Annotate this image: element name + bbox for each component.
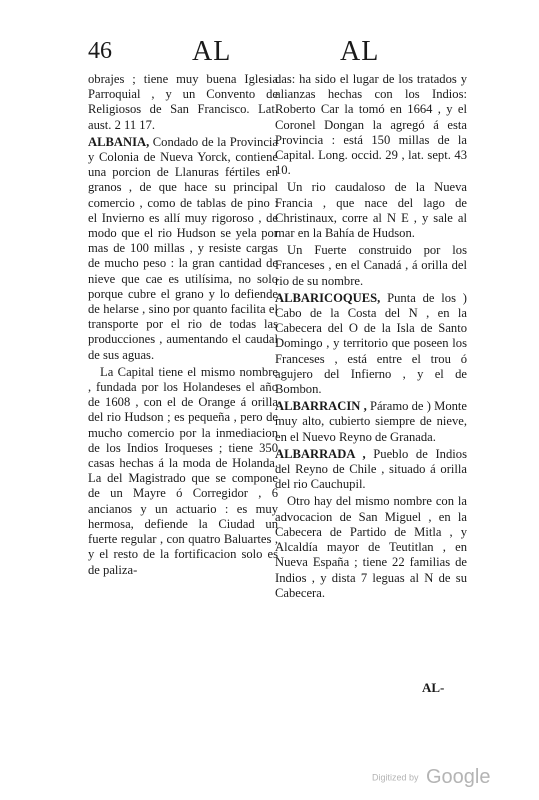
right-column bbox=[275, 72, 467, 603]
paragraph-continuation: das: ha sido el lugar de los tratados y alianzas hechas con los Indios: Roberto Car la tomó en 1664 , y el Coronel Dongan la agregó á esta Provincia : está 150 millas de la Capital. Long. occid. 29 , lat. sept. 43 10. bbox=[275, 72, 467, 178]
entry-albarracin bbox=[275, 399, 467, 445]
paragraph-fuerte: Un Fuerte construido por los Franceses , en el Canadá , á orilla del rio de su nombre. bbox=[275, 243, 467, 288]
entry-text: Punta de los ) Cabo de la Costa del N , en la Cabecera del O de la Isla de Santo Domingo , y territorio que poseen los Franceses , está entre el trou ó agujero del Infierno , y el de Bombon. bbox=[275, 290, 467, 397]
catchword: AL- bbox=[422, 680, 445, 695]
entry-albaricoques bbox=[275, 291, 467, 397]
entry-headword: ALBANIA, bbox=[88, 134, 150, 149]
digitized-label: Digitized by bbox=[372, 772, 419, 783]
paragraph-otro: Otro hay del mismo nombre con la advocacion de San Miguel , en la Cabecera de Partido de Mitla , y Alcaldía mayor de Teutitlan , en Nueva España ; tiene 22 familias de Indios , y dista 7 leguas al N de su Cabecera. bbox=[275, 494, 467, 600]
google-logo: Google bbox=[425, 766, 491, 788]
digitized-watermark bbox=[372, 766, 490, 789]
entry-text: Condado de la Provincia y Colonia de Nueva Yorck, contiene una porcion de Llanuras fértiles en granos , de que hace su principal comercio , como de tablas de pino : el Invierno es allí muy rigoroso , de modo que el rio Hudson se yela por mas de 100 millas , y resiste cargas de mucho peso : la gran cantidad de nieve que cae es utilísima, no solo porque cubre el grano y lo defiende de helarse , sino por quanto facilita el transporte por el rio de todas las producciones , aumentando el caudal de sus aguas. bbox=[88, 134, 278, 362]
page-number: 46 bbox=[88, 38, 112, 64]
entry-headword: ALBARRADA , bbox=[275, 446, 366, 461]
left-column bbox=[88, 72, 278, 580]
entry-headword: ALBARICOQUES, bbox=[275, 290, 381, 305]
paragraph-rio: Un rio caudaloso de la Nueva Francia , que nace del lago de Christinaux, corre al N E , y sale al mar en la Bahía de Hudson. bbox=[275, 180, 467, 241]
paragraph-capital: La Capital tiene el mismo nombre , fundada por los Holandeses el año de 1608 , con el de Orange á orilla del rio Hudson ; es pequeña , pero de mucho comercio por la inmediacion de los Indios Iroqueses ; tiene 350 casas hechas á la moda de Holanda. La del Magistrado que se compone de un Mayre ó Corregidor , 6 ancianos y un actuario : es muy hermosa, defiende la Ciudad un fuerte regular , con quatro Baluartes , y el resto de la fortificacion solo es de paliza- bbox=[88, 364, 278, 577]
page-header bbox=[88, 36, 470, 70]
paragraph-continuation: obrajes ; tiene muy buena Iglesia Parroquial , y un Convento de Religiosos de San Francisco. Lat. aust. 2 11 17. bbox=[88, 72, 278, 132]
entry-albania bbox=[88, 135, 278, 363]
entry-text: Pueblo de Indios del Reyno de Chile , situado á orilla del rio Cauchupil. bbox=[275, 446, 467, 492]
running-head-right: AL bbox=[340, 36, 380, 67]
running-head-left: AL bbox=[192, 36, 232, 67]
entry-albarrada bbox=[275, 447, 467, 493]
entry-text: Páramo de ) Monte muy alto, cubierto siempre de nieve, en el Nuevo Reyno de Granada. bbox=[275, 399, 467, 444]
entry-headword: ALBARRACIN , bbox=[275, 399, 367, 414]
